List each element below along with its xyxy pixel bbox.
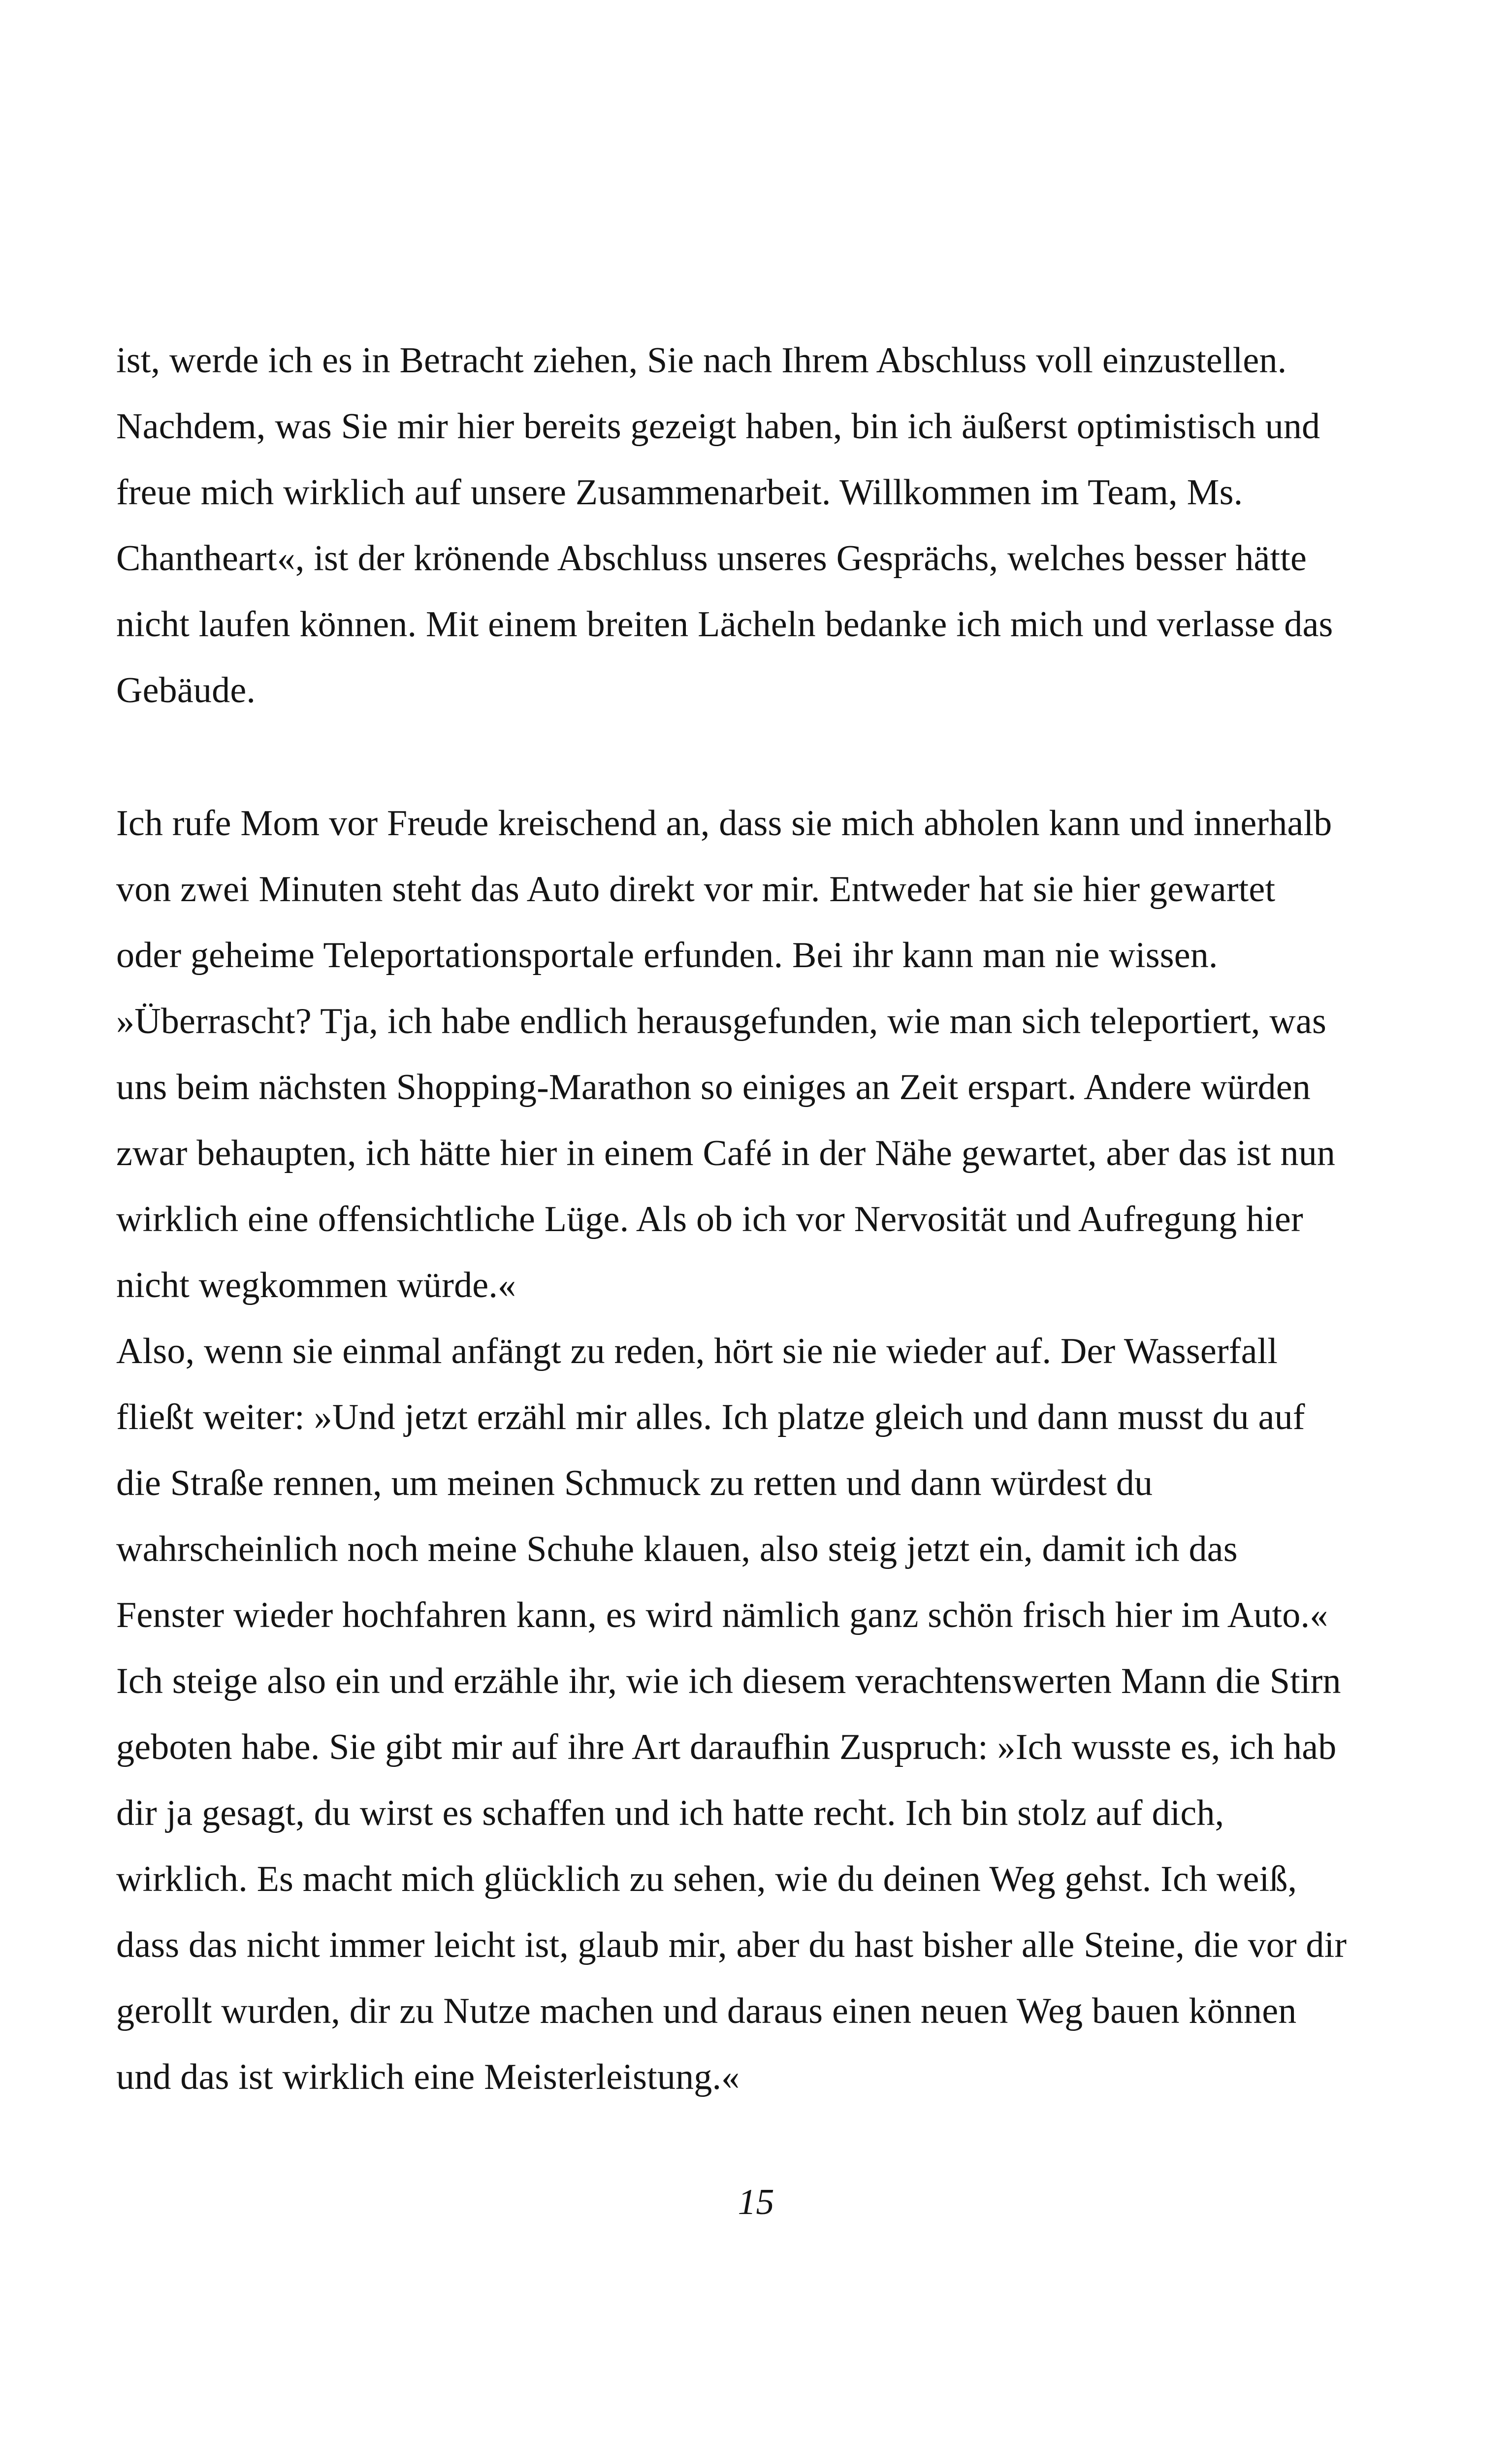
- text-line: wahrscheinlich noch meine Schuhe klauen, also steig jetzt ein, damit ich das: [116, 1529, 1238, 1569]
- text-line: und das ist wirklich eine Meisterleistung.«: [116, 2057, 740, 2097]
- text-line: Nachdem, was Sie mir hier bereits gezeigt haben, bin ich äußerst optimistisch und: [116, 406, 1320, 447]
- text-line: uns beim nächsten Shopping-Marathon so einiges an Zeit erspart. Andere würden: [116, 1067, 1311, 1107]
- text-line: nicht laufen können. Mit einem breiten Lächeln bedanke ich mich und verlasse das: [116, 604, 1333, 645]
- text-line: Fenster wieder hochfahren kann, es wird nämlich ganz schön frisch hier im Auto.«: [116, 1595, 1328, 1635]
- text-line: Also, wenn sie einmal anfängt zu reden, hört sie nie wieder auf. Der Wasserfall: [116, 1331, 1278, 1371]
- text-line: zwar behaupten, ich hätte hier in einem Café in der Nähe gewartet, aber das ist nun: [116, 1133, 1336, 1173]
- paragraph-2: [116, 790, 1416, 2110]
- text-line: gerollt wurden, dir zu Nutze machen und daraus einen neuen Weg bauen können: [116, 1991, 1297, 2031]
- paragraph-1: [116, 327, 1416, 723]
- text-line: Gebäude.: [116, 670, 256, 711]
- text-line: fließt weiter: »Und jetzt erzähl mir alles. Ich platze gleich und dann musst du auf: [116, 1397, 1305, 1437]
- text-line: »Überrascht? Tja, ich habe endlich herausgefunden, wie man sich teleportiert, was: [116, 1001, 1326, 1042]
- text-line: dass das nicht immer leicht ist, glaub mir, aber du hast bisher alle Steine, die vor dir: [116, 1925, 1347, 1965]
- text-line: ist, werde ich es in Betracht ziehen, Sie nach Ihrem Abschluss voll einzustellen.: [116, 340, 1287, 381]
- text-line: Ich steige also ein und erzähle ihr, wie ich diesem verachtenswerten Mann die Stirn: [116, 1661, 1341, 1701]
- page-number: 15: [738, 2182, 774, 2222]
- text-line: dir ja gesagt, du wirst es schaffen und ich hatte recht. Ich bin stolz auf dich,: [116, 1793, 1224, 1833]
- text-line: wirklich. Es macht mich glücklich zu sehen, wie du deinen Weg gehst. Ich weiß,: [116, 1859, 1297, 1899]
- text-line: geboten habe. Sie gibt mir auf ihre Art daraufhin Zuspruch: »Ich wusste es, ich hab: [116, 1727, 1337, 1767]
- text-line: freue mich wirklich auf unsere Zusammenarbeit. Willkommen im Team, Ms.: [116, 472, 1243, 513]
- text-line: von zwei Minuten steht das Auto direkt vor mir. Entweder hat sie hier gewartet: [116, 869, 1276, 910]
- text-line: wirklich eine offensichtliche Lüge. Als ob ich vor Nervosität und Aufregung hier: [116, 1199, 1303, 1239]
- text-line: oder geheime Teleportationsportale erfunden. Bei ihr kann man nie wissen.: [116, 935, 1218, 976]
- text-line: nicht wegkommen würde.«: [116, 1265, 516, 1305]
- text-line: die Straße rennen, um meinen Schmuck zu retten und dann würdest du: [116, 1463, 1153, 1503]
- text-line: Ich rufe Mom vor Freude kreischend an, dass sie mich abholen kann und innerhalb: [116, 803, 1332, 844]
- text-line: Chantheart«, ist der krönende Abschluss unseres Gesprächs, welches besser hätte: [116, 538, 1307, 579]
